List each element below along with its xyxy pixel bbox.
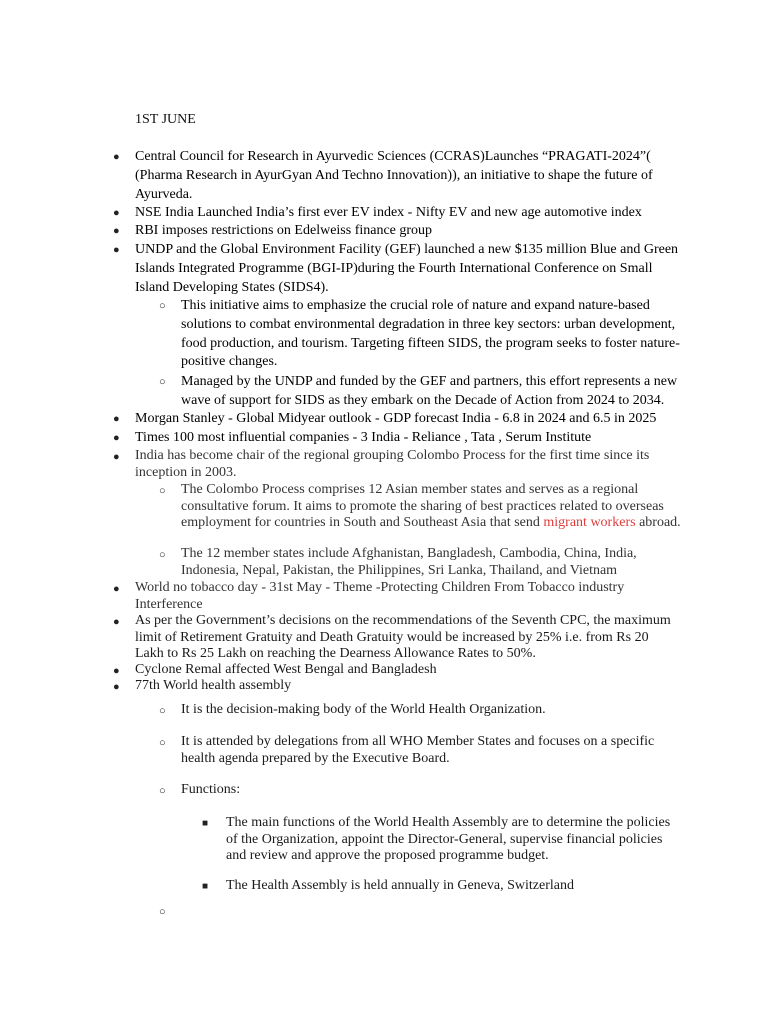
bullet-circle-icon: ○	[159, 485, 166, 497]
item-text-before: The Colombo Process comprises 12 Asian member states and serves as a regional consultative forum. It aims to promote the sharing of best practices related to overseas employment for countries in South and Southeast Asia that send	[181, 482, 664, 530]
list-item: UNDP and the Global Environment Facility (GEF) launched a new $135 million Blue and Green Islands Integrated Programme (BGI-IP)during the Fourth International Conference on Small Island Developing States (SIDS4).	[135, 242, 679, 295]
list-item: NSE India Launched India’s first ever EV index - Nifty EV and new age automotive index	[135, 205, 642, 220]
bullet-circle-icon: ○	[159, 785, 166, 797]
bullet-dot-icon: ●	[113, 583, 120, 595]
list-item: This initiative aims to emphasize the crucial role of nature and expand nature-based solutions to combat environmental degradation in three key sectors: urban development, food production, and tourism. Targeting fifteen SIDS, the program seeks to foster nature-positive changes.	[181, 298, 680, 370]
list-item: It is attended by delegations from all WHO Member States and focuses on a specific health agenda prepared by the Executive Board.	[181, 734, 655, 766]
list-item: Times 100 most influential companies - 3 India - Reliance , Tata , Serum Institute	[135, 430, 592, 445]
bullet-circle-icon: ○	[159, 300, 166, 312]
migrant-workers-link[interactable]: migrant workers	[543, 515, 636, 530]
list-item: World no tobacco day - 31st May - Theme -Protecting Children From Tobacco industry Interference	[135, 580, 625, 612]
date-heading: 1ST JUNE	[135, 112, 196, 127]
bullet-circle-icon: ○	[159, 906, 166, 918]
bullet-dot-icon: ●	[113, 451, 120, 463]
bullet-circle-icon: ○	[159, 376, 166, 388]
item-text-after: abroad.	[635, 515, 681, 530]
bullet-circle-icon: ○	[159, 549, 166, 561]
bullet-dot-icon: ●	[113, 225, 120, 237]
list-item: It is the decision-making body of the World Health Organization.	[181, 702, 546, 717]
list-item: India has become chair of the regional grouping Colombo Process for the first time since its inception in 2003.	[135, 448, 650, 480]
list-item: As per the Government’s decisions on the recommendations of the Seventh CPC, the maximum limit of Retirement Gratuity and Death Gratuity would be increased by 25% i.e. from Rs 20 Lakh to Rs 25 Lakh on reaching the Dearness Allowance Rates to 50%.	[135, 613, 671, 661]
bullet-dot-icon: ●	[113, 616, 120, 628]
list-item: Morgan Stanley - Global Midyear outlook - GDP forecast India - 6.8 in 2024 and 6.5 in 2025	[135, 411, 657, 426]
list-item: Functions:	[181, 782, 241, 797]
bullet-dot-icon: ●	[113, 207, 120, 219]
list-item: Cyclone Remal affected West Bengal and Bangladesh	[135, 662, 437, 677]
bullet-dot-icon: ●	[113, 151, 120, 163]
list-item: Managed by the UNDP and funded by the GEF and partners, this effort represents a new wave of support for SIDS as they embark on the Decade of Action from 2024 to 2034.	[181, 374, 678, 408]
bullet-circle-icon: ○	[159, 705, 166, 717]
bullet-dot-icon: ●	[113, 244, 120, 256]
bullet-square-icon: ■	[202, 818, 209, 829]
bullet-square-icon: ■	[202, 881, 209, 892]
list-item: The main functions of the World Health Assembly are to determine the policies of the Organization, appoint the Director-General, supervise financial policies and review and approve the proposed programme budget.	[226, 815, 671, 863]
list-item	[181, 482, 681, 532]
bullet-dot-icon: ●	[113, 432, 120, 444]
bullet-dot-icon: ●	[113, 413, 120, 425]
list-item: 77th World health assembly	[135, 678, 292, 693]
list-item: Central Council for Research in Ayurvedic Sciences (CCRAS)Launches “PRAGATI-2024”( (Pharma Research in AyurGyan And Techno Innovation)), an initiative to shape the future of Ayurveda.	[135, 149, 653, 202]
list-item: The 12 member states include Afghanistan, Bangladesh, Cambodia, China, India, Indonesia, Nepal, Pakistan, the Philippines, Sri Lanka, Thailand, and Vietnam	[181, 546, 637, 578]
list-item: RBI imposes restrictions on Edelweiss finance group	[135, 223, 433, 238]
bullet-circle-icon: ○	[159, 737, 166, 749]
bullet-dot-icon: ●	[113, 681, 120, 693]
bullet-dot-icon: ●	[113, 665, 120, 677]
list-item: The Health Assembly is held annually in Geneva, Switzerland	[226, 878, 574, 893]
